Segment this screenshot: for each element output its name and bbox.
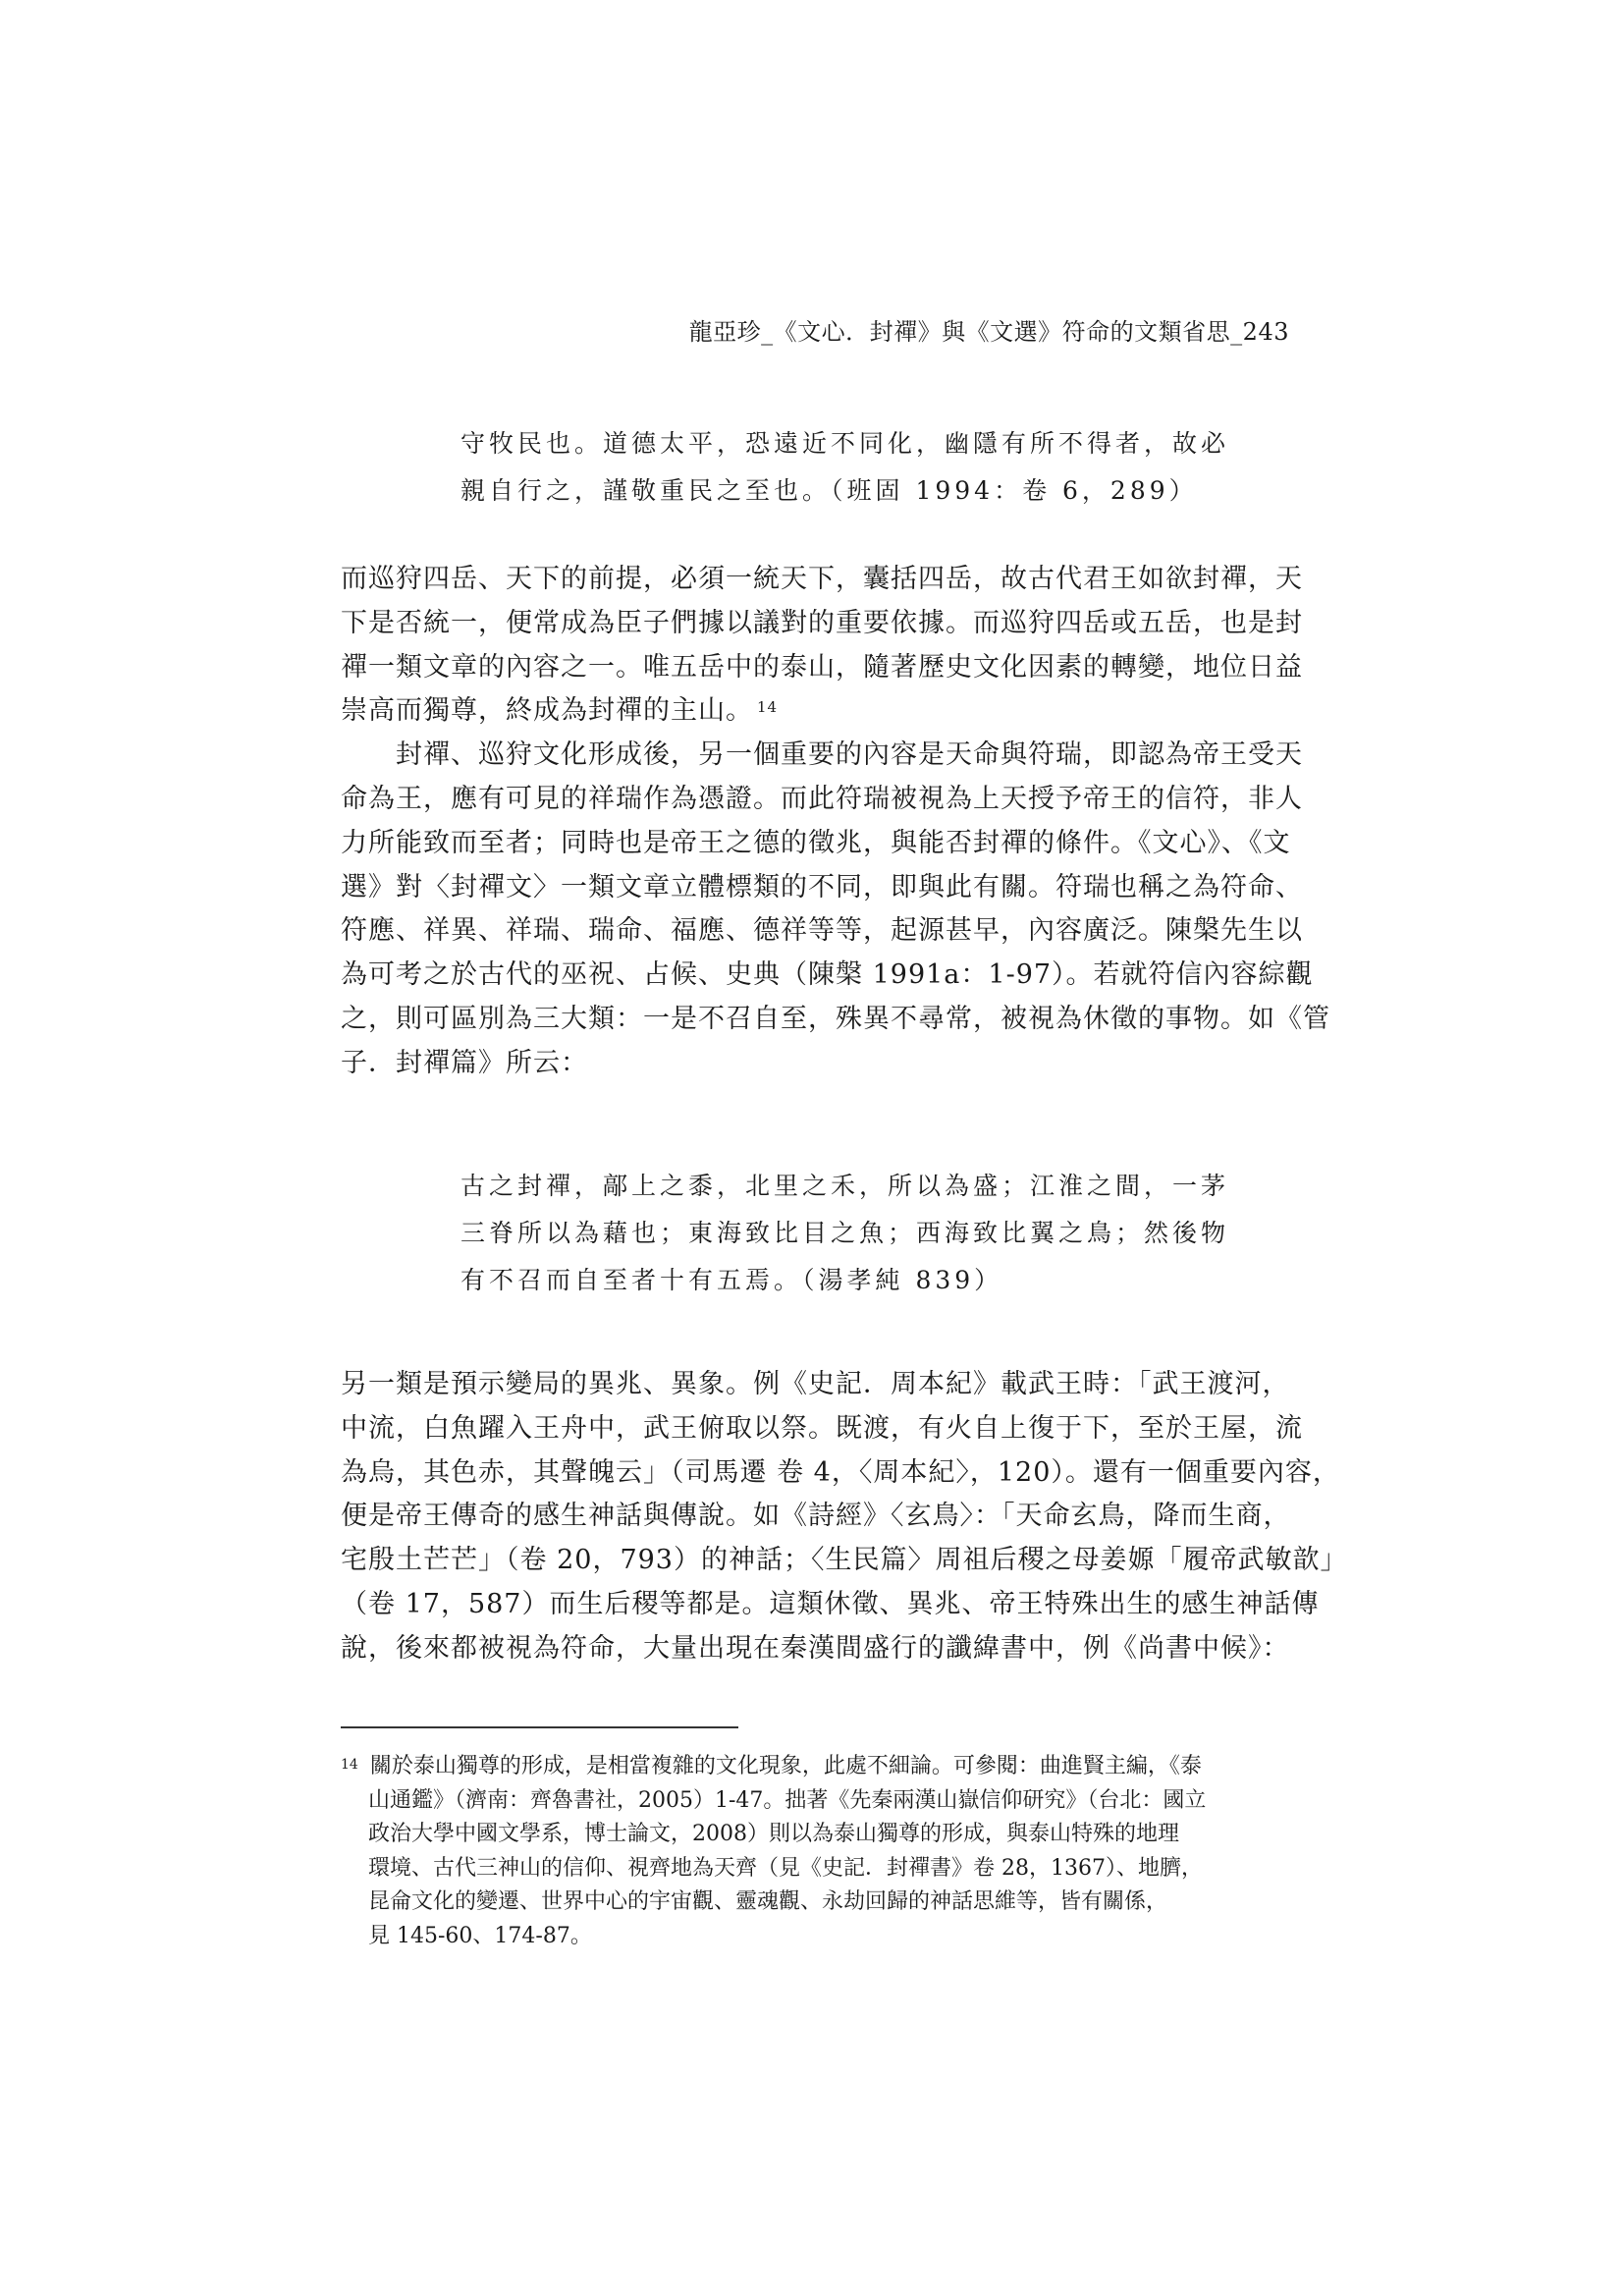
- paragraph-line: 為烏，其色赤，其聲魄云」（司馬遷 卷 4，〈周本紀〉，120）。還有一個重要內容，: [341, 1456, 1340, 1488]
- footnote-line: 見 145-60、174-87。: [368, 1923, 592, 1948]
- paragraph-line: 為可考之於古代的巫祝、占候、史典（陳槃 1991a：1-97）。若就符信內容綜觀: [341, 959, 1314, 991]
- footnote-line-text: 關於泰山獨尊的形成，是相當複雜的文化現象，此處不細論。可參閱：曲進賢主編，《泰: [369, 1754, 1202, 1778]
- paragraph-line: 選》對〈封禪文〉一類文章立體標類的不同，即與此有關。符瑞也稱之為符命、: [341, 871, 1303, 902]
- paragraph-taishan: [341, 558, 1330, 1086]
- quote-line: 親自行之，謹敬重民之至也。（班固 1994：卷 6，289）: [460, 476, 1198, 505]
- paragraph-line: 禪一類文章的內容之一。唯五岳中的泰山，隨著歷史文化因素的轉變，地位日益: [341, 651, 1303, 683]
- quote-line: 有不召而自至者十有五焉。（湯孝純 839）: [460, 1266, 1003, 1294]
- footnote-line: 政治大學中國文學系，博士論文，2008）則以為泰山獨尊的形成，與泰山特殊的地理: [368, 1822, 1179, 1846]
- paragraph-line: 而巡狩四岳、天下的前提，必須一統天下，囊括四岳，故古代君王如欲封禪，天: [341, 564, 1303, 594]
- quote-line: 守牧民也。道德太平，恐遠近不同化，幽隱有所不得者，故必: [460, 429, 1230, 458]
- paragraph-line-text: 崇高而獨尊，終成為封禪的主山。: [341, 695, 753, 727]
- paragraph-line: 便是帝王傳奇的感生神話與傳說。如《詩經》〈玄鳥〉：「天命玄鳥，降而生商，: [341, 1501, 1291, 1532]
- paragraph-line: 說，後來都被視為符命，大量出現在秦漢間盛行的讖緯書中，例《尚書中候》：: [341, 1632, 1290, 1664]
- footnote-divider: [341, 1726, 738, 1728]
- paragraph-line: 符應、祥異、祥瑞、瑞命、福應、德祥等等，起源甚早，內容廣泛。陳槃先生以: [341, 915, 1303, 947]
- footnote-number: 14: [341, 1757, 358, 1773]
- paragraph-line: （卷 17，587）而生后稷等都是。這類休徵、異兆、帝王特殊出生的感生神話傳: [341, 1588, 1320, 1619]
- footnote-14: [341, 1750, 1283, 1953]
- paragraph-omens: [341, 1363, 1348, 1671]
- paragraph-line: 下是否統一，便常成為臣子們據以議對的重要依據。而巡狩四岳或五岳，也是封: [341, 607, 1303, 638]
- paragraph-line: [341, 689, 1283, 734]
- block-quote-ban-gu: [460, 420, 1246, 515]
- footnote-line: [341, 1750, 1283, 1784]
- footnote-line: 環境、古代三神山的信仰、視齊地為天齊（見《史記．封禪書》卷 28，1367）、地臍，: [368, 1855, 1203, 1881]
- paragraph-line: 子．封禪篇》所云：: [341, 1047, 588, 1078]
- block-quote-guanzi: [460, 1163, 1246, 1304]
- footnote-reference[interactable]: 14: [757, 698, 779, 717]
- paragraph-line: 中流，白魚躍入王舟中，武王俯取以祭。既渡，有火自上復于下，至於王屋，流: [341, 1412, 1303, 1444]
- footnote-line: 山通鑑》（濟南：齊魯書社，2005）1-47。拙著《先秦兩漢山嶽信仰研究》（台北：國立: [368, 1787, 1207, 1813]
- paragraph-line: 之，則可區別為三大類：一是不召自至，殊異不尋常，被視為休徵的事物。如《管: [341, 1003, 1330, 1034]
- quote-line: 古之封禪，鄗上之黍，北里之禾，所以為盛；江淮之間，一茅: [460, 1172, 1230, 1200]
- paragraph-line: 宅殷土芒芒」（卷 20，793）的神話；〈生民篇〉周祖后稷之母姜嫄「履帝武敏歆」: [341, 1545, 1348, 1576]
- paragraph-line: 命為王，應有可見的祥瑞作為憑證。而此符瑞被視為上天授予帝王的信符，非人: [341, 783, 1303, 814]
- running-header: 龍亞珍_《文心．封禪》與《文選》符命的文類省思_243: [688, 318, 1289, 346]
- paragraph-line: 封禪、巡狩文化形成後，另一個重要的內容是天命與符瑞，即認為帝王受天: [341, 739, 1303, 771]
- footnote-line: 昆侖文化的變遷、世界中心的宇宙觀、靈魂觀、永劫回歸的神話思維等，皆有關係，: [368, 1889, 1168, 1914]
- paragraph-line: 另一類是預示變局的異兆、異象。例《史記．周本紀》載武王時：「武王渡河，: [341, 1369, 1290, 1399]
- paragraph-line: 力所能致而至者；同時也是帝王之德的徵兆，與能否封禪的條件。《文心》、《文: [341, 827, 1291, 858]
- quote-line: 三脊所以為藉也；東海致比目之魚；西海致比翼之鳥；然後物: [460, 1219, 1230, 1247]
